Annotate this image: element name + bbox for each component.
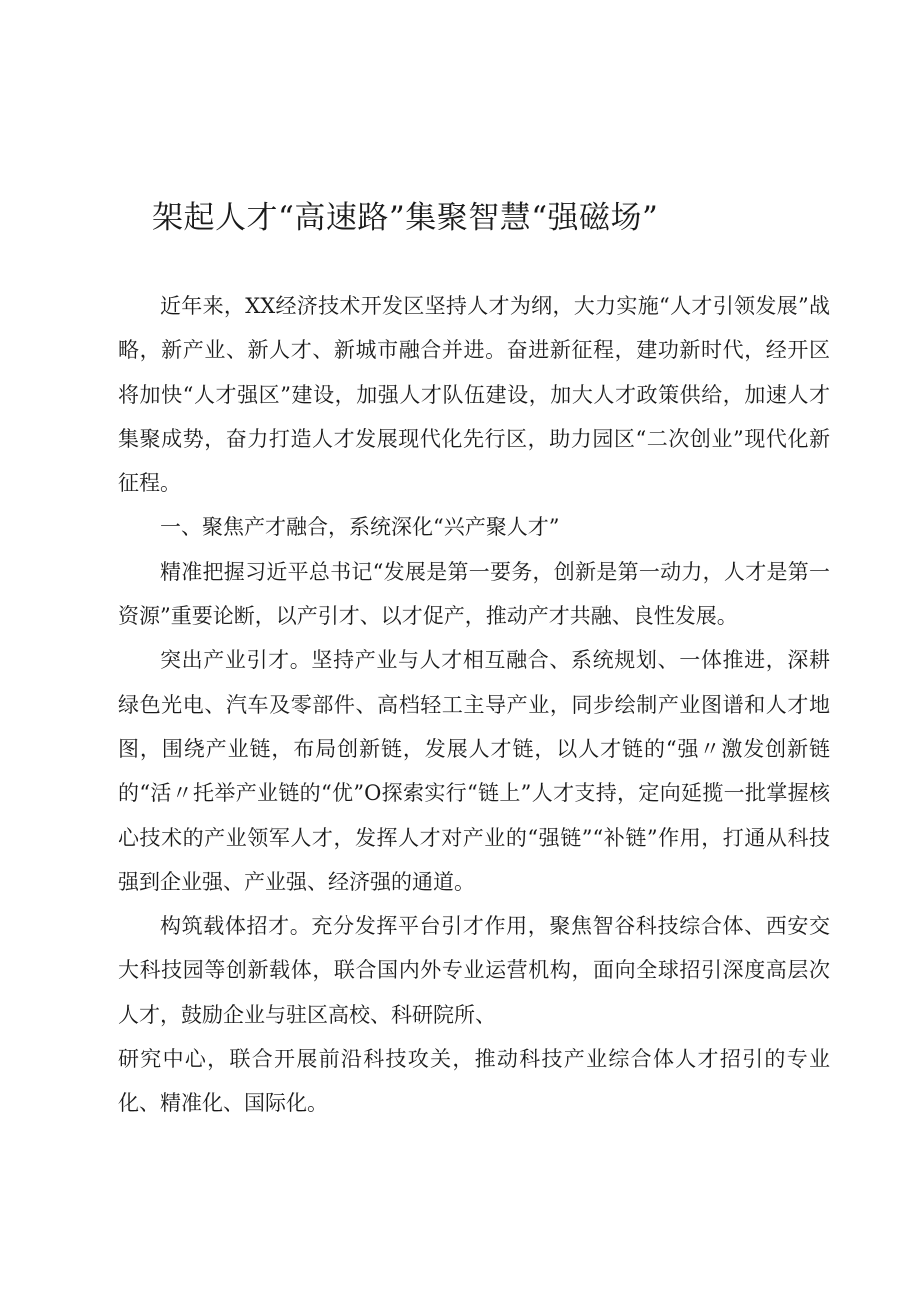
document-title: 架起人才“高速路”集聚智慧“强磁场” <box>152 200 659 236</box>
section-heading-1: 一、聚焦产才融合，系统深化“兴产聚人才” <box>160 515 560 540</box>
document-body <box>118 284 830 1126</box>
platform-talent-paragraph-continued: 研究中心，联合开展前沿科技攻关，推动科技产业综合体人才招引的专业化、精准化、国际化。 <box>118 1047 830 1116</box>
intro-paragraph: 近年来，XX经济技术开发区坚持人才为纲，大力实施“人才引领发展”战略，新产业、新人才、新城市融合并进。奋进新征程，建功新时代，经开区将加快“人才强区”建设，加强人才队伍建设，加大人才政策供给，加速人才集聚成势，奋力打造人才发展现代化先行区，助力园区“二次创业”现代化新征程。 <box>118 294 830 496</box>
section-1-intro-paragraph: 精准把握习近平总书记“发展是第一要务，创新是第一动力，人才是第一资源”重要论断，以产引才、以才促产，推动产才共融、良性发展。 <box>118 559 830 629</box>
industry-talent-paragraph: 突出产业引才。坚持产业与人才相互融合、系统规划、一体推进，深耕绿色光电、汽车及零部件、高档轻工主导产业，同步绘制产业图谱和人才地图，围绕产业链，布局创新链，发展人才链，以人才链的“强〃激发创新链的“活〃托举产业链的“优”O探索实行“链上”人才支持，定向延揽一批掌握核心技术的产业领军人才，发挥人才对产业的“强链”“补链”作用，打通从科技强到企业强、产业强、经济强的通道。 <box>118 648 830 894</box>
platform-talent-paragraph: 构筑载体招才。充分发挥平台引才作用，聚焦智谷科技综合体、西安交大科技园等创新载体，联合国内外专业运营机构，面向全球招引深度高层次人才，鼓励企业与驻区高校、科研院所、 <box>118 914 830 1027</box>
